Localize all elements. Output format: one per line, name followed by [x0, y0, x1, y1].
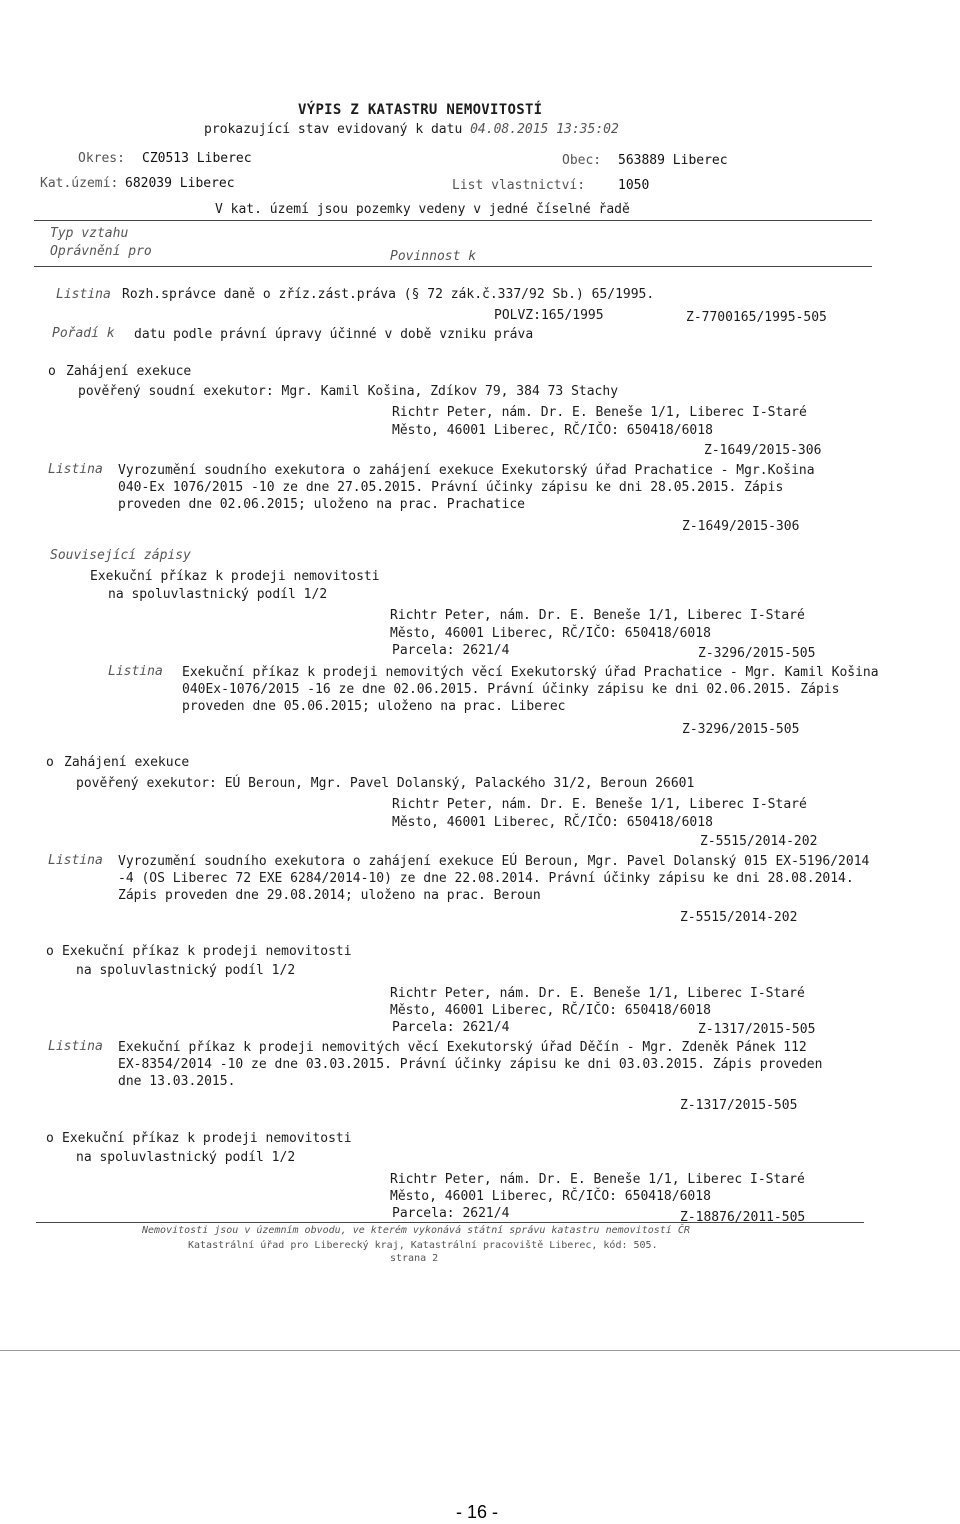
footer-line-1: Nemovitosti jsou v územním obvodu, ve kterém vykonává státní správu katastru nemovitostí ČR	[142, 1225, 690, 1236]
party-line-1: Richtr Peter, nám. Dr. E. Beneše 1/1, Liberec I-Staré	[392, 797, 807, 812]
entry-ref: Z-5515/2014-202	[700, 834, 818, 849]
footer-line-3: strana 2	[390, 1253, 439, 1264]
poradi-label: Pořadí k	[52, 326, 115, 341]
party-line-2: Město, 46001 Liberec, RČ/IČO: 650418/6018	[392, 815, 713, 830]
party-line-1: Richtr Peter, nám. Dr. E. Beneše 1/1, Liberec I-Staré	[392, 405, 807, 420]
kat-value: 682039 Liberec	[125, 176, 235, 191]
kat-label: Kat.území:	[40, 176, 119, 191]
listina-label: Listina	[48, 462, 103, 477]
col-typ: Typ vztahu	[50, 226, 129, 241]
entry-ref: Z-18876/2011-505	[680, 1210, 806, 1225]
obec-label: Obec:	[562, 153, 602, 168]
page-number: - 16 -	[456, 1502, 499, 1522]
divider-top	[34, 220, 872, 221]
bullet: o	[46, 944, 54, 959]
entry-title: Zahájení exekuce	[66, 364, 192, 379]
okres-label: Okres:	[78, 151, 125, 166]
footer-line-2: Katastrální úřad pro Liberecký kraj, Katastrální pracoviště Liberec, kód: 505.	[188, 1240, 658, 1251]
executor-line: pověřený exekutor: EÚ Beroun, Mgr. Pavel Dolanský, Palackého 31/2, Beroun 26601	[76, 776, 695, 791]
bullet: o	[46, 755, 54, 770]
party-line-2: Město, 46001 Liberec, RČ/IČO: 650418/6018	[390, 1003, 711, 1018]
col-povinnost: Povinnost k	[390, 249, 477, 264]
listina-label: Listina	[48, 853, 103, 868]
party-line-1: Richtr Peter, nám. Dr. E. Beneše 1/1, Liberec I-Staré	[390, 1172, 805, 1187]
listina-label: Listina	[48, 1039, 103, 1054]
entry-ref: Z-3296/2015-505	[698, 646, 816, 661]
listina-text: Vyrozumění soudního exekutora o zahájení exekuce EÚ Beroun, Mgr. Pavel Dolanský 015 EX-5196/2014 -4 (OS Liberec 72 EXE 6284/2014-10) ze dne 22.08.2014. Právní účinky zápisu ke dni 28.08.2014. Zápis proveden dne 29.08.2014; uloženo na prac. Beroun	[118, 854, 870, 903]
souvisejici-label: Související zápisy	[50, 548, 191, 563]
souvisejici-title-1: Exekuční příkaz k prodeji nemovitosti	[90, 569, 380, 584]
parcela: Parcela: 2621/4	[392, 1020, 510, 1035]
entry-title: Zahájení exekuce	[64, 755, 190, 770]
subtitle-date: 04.08.2015 13:35:02	[470, 122, 619, 137]
party-line-1: Richtr Peter, nám. Dr. E. Beneše 1/1, Liberec I-Staré	[390, 986, 805, 1001]
col-opravneni: Oprávnění pro	[50, 244, 152, 259]
listina-ref: Z-3296/2015-505	[682, 722, 800, 737]
okres-value: CZ0513 Liberec	[142, 151, 252, 166]
poradi-text: datu podle právní úpravy účinné v době vzniku práva	[134, 327, 534, 342]
listina-text: Exekuční příkaz k prodeji nemovitých věcí Exekutorský úřad Děčín - Mgr. Zdeněk Pánek 112 EX-8354/2014 -10 ze dne 03.03.2015. Právní účinky zápisu ke dni 03.03.2015. Zápis proveden dne 13.03.2015.	[118, 1040, 823, 1089]
kat-note: V kat. území jsou pozemky vedeny v jedné číselné řadě	[215, 202, 630, 217]
footer-divider	[36, 1222, 864, 1223]
listina-ref: Z-7700165/1995-505	[686, 310, 827, 325]
listina-ref: Z-5515/2014-202	[680, 910, 798, 925]
executor-line: pověřený soudní exekutor: Mgr. Kamil Košina, Zdíkov 79, 384 73 Stachy	[78, 384, 619, 399]
parcela: Parcela: 2621/4	[392, 643, 510, 658]
page-bottom-divider	[0, 1350, 960, 1351]
listina-text: Vyrozumění soudního exekutora o zahájení exekuce Exekutorský úřad Prachatice - Mgr.Košina 040-Ex 1076/2015 -10 ze dne 27.05.2015. Právní účinky zápisu ke dni 28.05.2015. Zápis proveden dne 02.06.2015; uloženo na prac. Prachatice	[118, 463, 815, 512]
obec-value: 563889 Liberec	[618, 153, 728, 168]
listina-label: Listina	[108, 664, 163, 679]
listina-ref: Z-1649/2015-306	[682, 519, 800, 534]
listina-text: Exekuční příkaz k prodeji nemovitých věcí Exekutorský úřad Prachatice - Mgr. Kamil Košina 040Ex-1076/2015 -16 ze dne 02.06.2015. Právní účinky zápisu ke dni 02.06.2015. Zápis proveden dne 05.06.2015; uloženo na prac. Liberec	[182, 665, 879, 714]
souvisejici-title-2: na spoluvlastnický podíl 1/2	[108, 587, 328, 602]
party-line-2: Město, 46001 Liberec, RČ/IČO: 650418/6018	[392, 423, 713, 438]
parcela: Parcela: 2621/4	[392, 1206, 510, 1221]
lv-value: 1050	[618, 178, 650, 193]
entry-ref: Z-1649/2015-306	[704, 443, 822, 458]
bullet: o	[48, 364, 56, 379]
listina-label: Listina	[56, 287, 111, 302]
polvz: POLVZ:165/1995	[494, 308, 604, 323]
doc-title: VÝPIS Z KATASTRU NEMOVITOSTÍ	[298, 102, 543, 118]
listina-text: Rozh.správce daně o zříz.zást.práva (§ 72 zák.č.337/92 Sb.) 65/1995.	[122, 287, 655, 302]
divider-columns	[34, 266, 872, 267]
subtitle-prefix: prokazující stav evidovaný k datu	[204, 122, 463, 137]
entry-title-1: Exekuční příkaz k prodeji nemovitosti	[62, 1131, 352, 1146]
entry-title-2: na spoluvlastnický podíl 1/2	[76, 963, 296, 978]
bullet: o	[46, 1131, 54, 1146]
lv-label: List vlastnictví:	[452, 178, 586, 193]
entry-title-2: na spoluvlastnický podíl 1/2	[76, 1150, 296, 1165]
party-line-1: Richtr Peter, nám. Dr. E. Beneše 1/1, Liberec I-Staré	[390, 608, 805, 623]
party-line-2: Město, 46001 Liberec, RČ/IČO: 650418/6018	[390, 1189, 711, 1204]
party-line-2: Město, 46001 Liberec, RČ/IČO: 650418/6018	[390, 626, 711, 641]
listina-ref: Z-1317/2015-505	[680, 1098, 798, 1113]
entry-ref: Z-1317/2015-505	[698, 1022, 816, 1037]
doc-subtitle	[204, 122, 619, 138]
entry-title-1: Exekuční příkaz k prodeji nemovitosti	[62, 944, 352, 959]
